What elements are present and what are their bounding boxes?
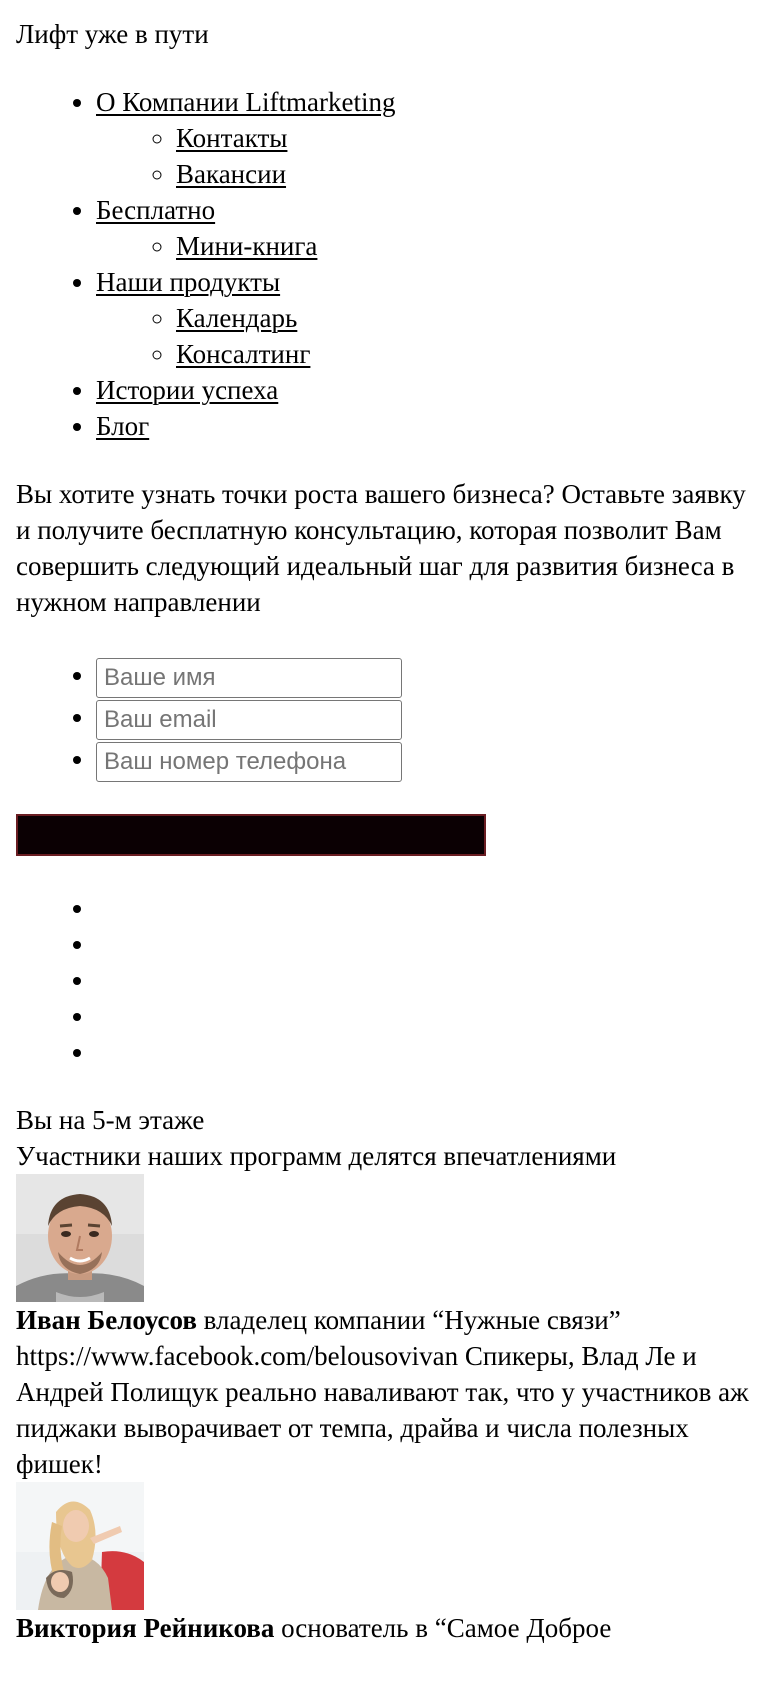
page — [16, 16, 761, 1646]
review-text — [16, 1610, 761, 1646]
lead-pitch-text: Вы хотите узнать точки роста вашего бизнеса? Оставьте заявку и получите бесплатную консультацию, которая позволит Вам совершить следующий идеальный шаг для развития бизнеса в нужном направлении — [16, 479, 746, 617]
site-tagline: Лифт уже в пути — [16, 19, 209, 49]
floor-indicator: Вы на 5-м этаже — [16, 1105, 205, 1135]
menu-link-free[interactable]: Бесплатно — [96, 195, 216, 225]
name-input[interactable] — [96, 658, 402, 698]
menu-item-free — [96, 192, 761, 264]
phone-input[interactable] — [96, 742, 402, 782]
menu-link-consulting[interactable]: Консалтинг — [176, 339, 311, 369]
submit-button[interactable] — [16, 814, 486, 856]
menu-item-company — [96, 84, 761, 192]
menu-link-company[interactable]: О Компании Liftmarketing — [96, 87, 396, 117]
submenu-item-mini-book — [176, 228, 761, 264]
form-row-email — [96, 696, 761, 738]
avatar-woman-photo — [16, 1482, 144, 1610]
review-item — [16, 1482, 761, 1646]
menu-link-contacts[interactable]: Контакты — [176, 123, 288, 153]
submenu-products — [96, 300, 761, 372]
submenu-item-consulting — [176, 336, 761, 372]
menu-item-success-stories — [96, 372, 761, 408]
submenu-company — [96, 120, 761, 192]
main-menu — [16, 84, 761, 444]
review-body: владелец компании “Нужные связи” https://www.facebook.com/belousovivan Спикеры, Влад Ле и Андрей Полищук реально наваливают так, что у участников аж пиджаки выворачивает от темпа, драйва и числа полезных фишек! — [16, 1305, 749, 1479]
email-input[interactable] — [96, 700, 402, 740]
form-row-phone — [96, 738, 761, 780]
review-text — [16, 1302, 761, 1482]
menu-link-blog[interactable]: Блог — [96, 411, 150, 441]
menu-link-mini-book[interactable]: Мини-книга — [176, 231, 318, 261]
empty-bullet — [96, 926, 761, 962]
submenu-free — [96, 228, 761, 264]
empty-bullet — [96, 890, 761, 926]
submenu-item-calendar — [176, 300, 761, 336]
empty-bullet-list — [16, 890, 761, 1070]
menu-link-products[interactable]: Наши продукты — [96, 267, 281, 297]
menu-link-calendar[interactable]: Календарь — [176, 303, 298, 333]
empty-bullet — [96, 1034, 761, 1070]
lead-form — [16, 654, 761, 780]
reviews-heading: Участники наших программ делятся впечатлениями — [16, 1141, 617, 1171]
menu-link-success-stories[interactable]: Истории успеха — [96, 375, 279, 405]
submenu-item-contacts — [176, 120, 761, 156]
empty-bullet — [96, 998, 761, 1034]
reviewer-name: Иван Белоусов — [16, 1305, 197, 1335]
avatar-man-photo — [16, 1174, 144, 1302]
menu-item-blog — [96, 408, 761, 444]
empty-bullet — [96, 962, 761, 998]
review-item — [16, 1174, 761, 1482]
review-body: основатель в “Самое Доброе — [274, 1613, 612, 1643]
menu-link-vacancies[interactable]: Вакансии — [176, 159, 287, 189]
submenu-item-vacancies — [176, 156, 761, 192]
reviewer-name: Виктория Рейникова — [16, 1613, 275, 1643]
menu-item-products — [96, 264, 761, 372]
form-row-name — [96, 654, 761, 696]
